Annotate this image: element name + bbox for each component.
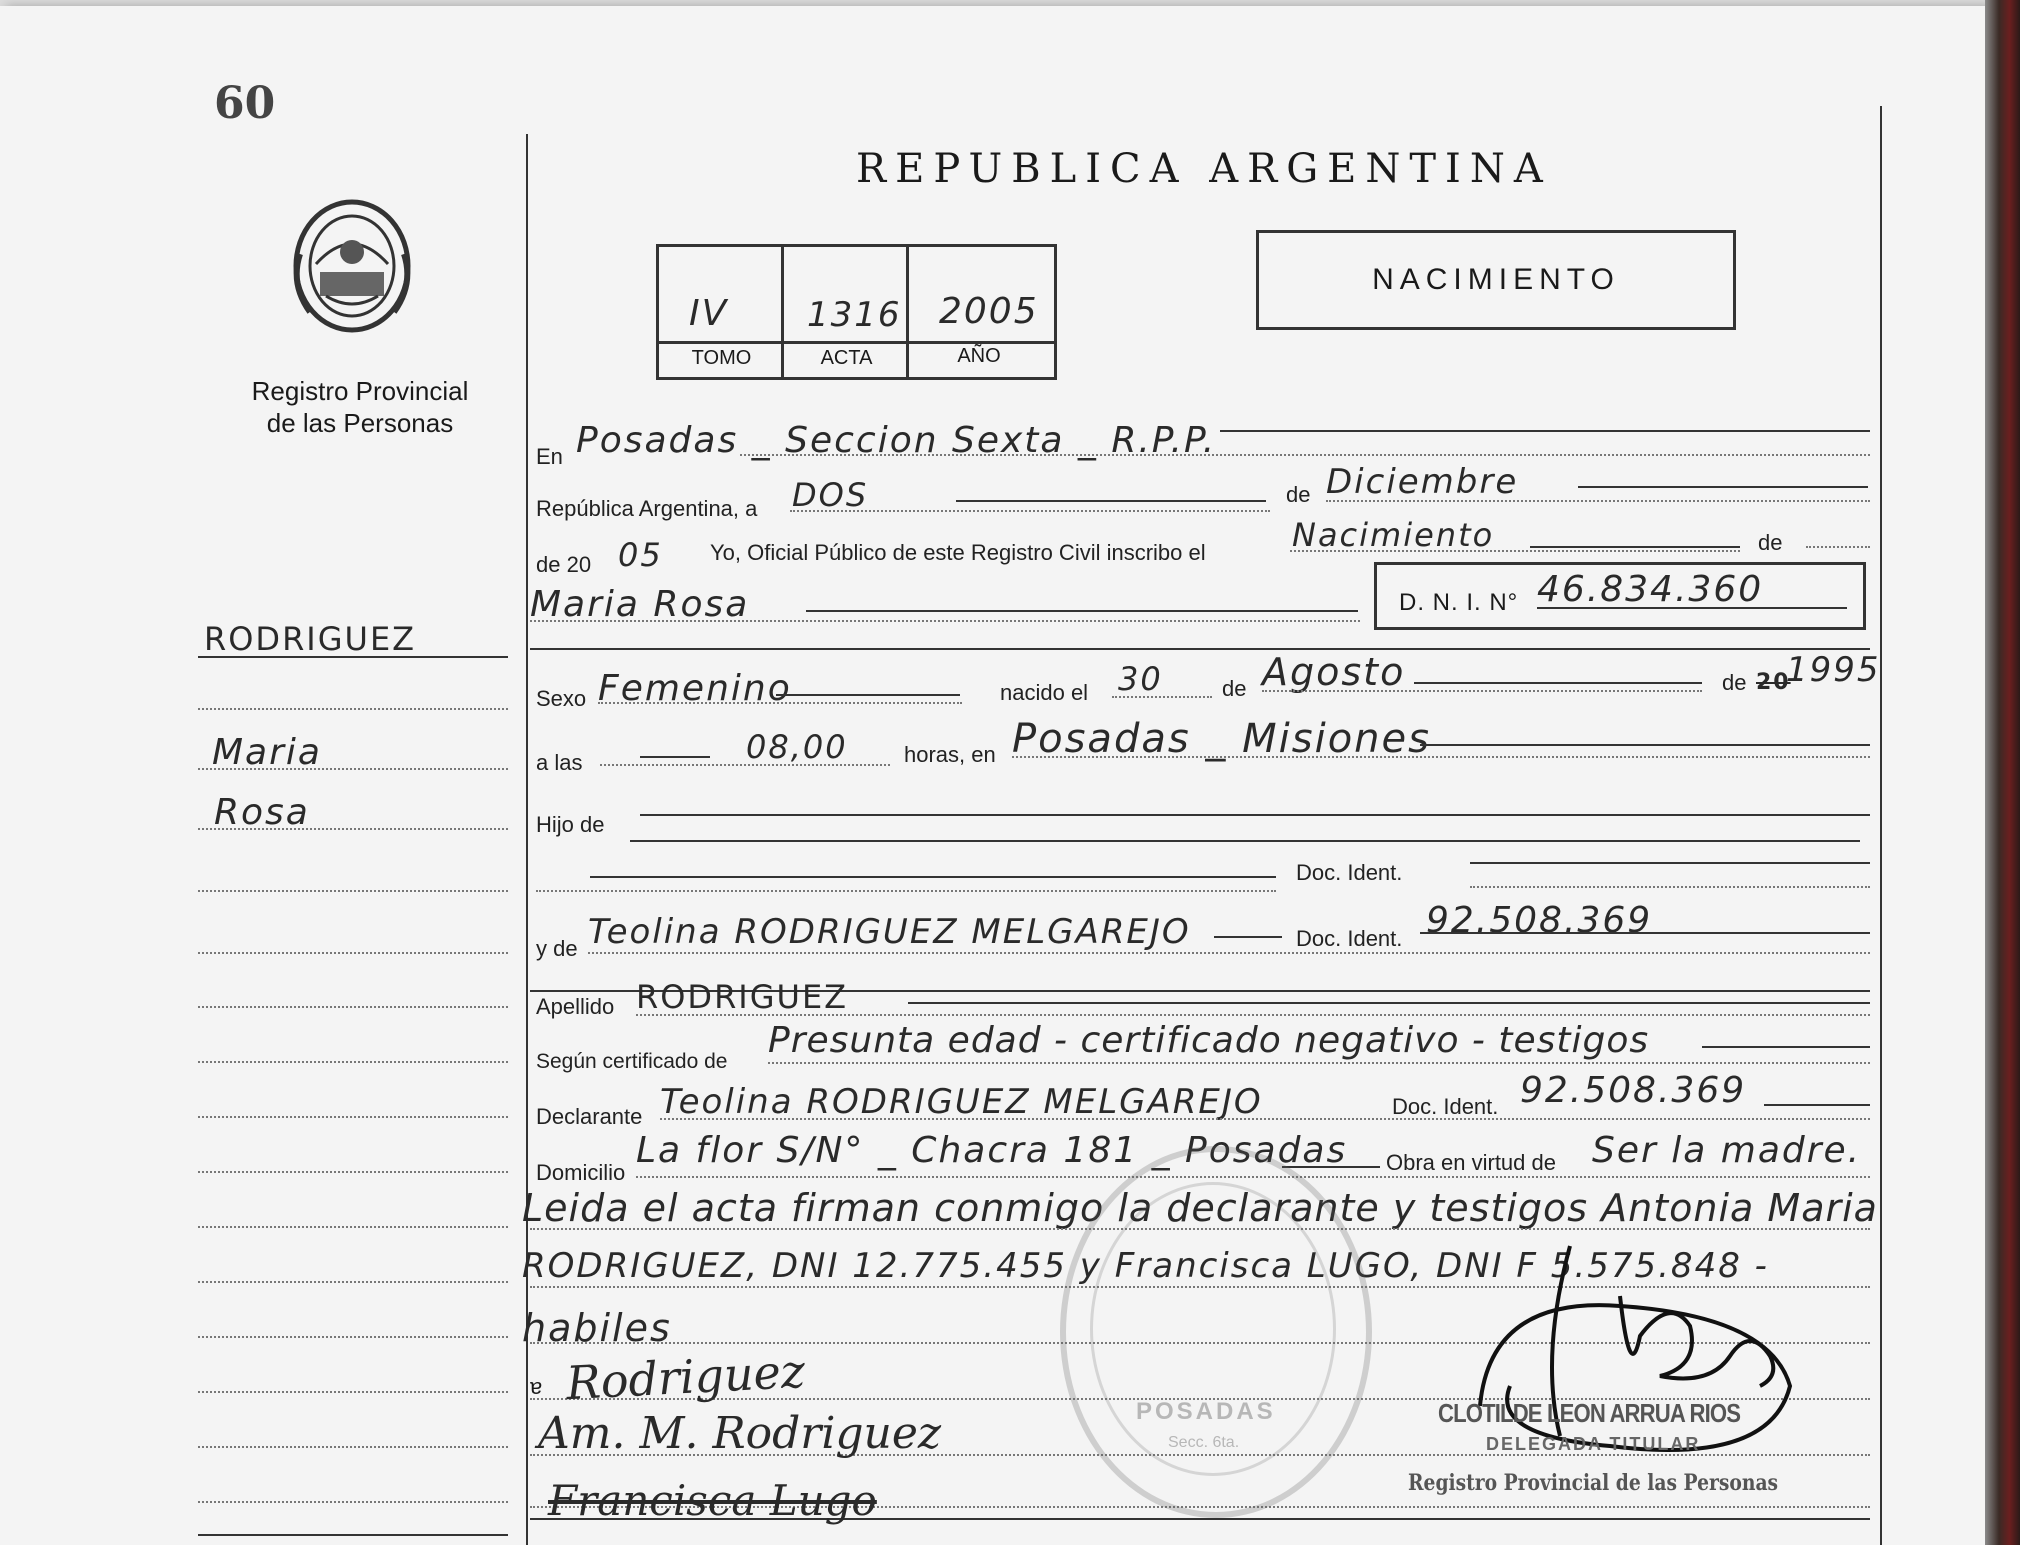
value-madre: Teolina RODRIGUEZ MELGAREJO [588,912,1191,952]
page-number: 60 [214,78,276,129]
label-docident1: Doc. Ident. [1296,860,1403,885]
official-title: DELEGADA TITULAR [1486,1434,1701,1454]
label-horas: horas, en [904,742,996,767]
provincial-seal-icon [286,194,418,344]
label-domicilio: Domicilio [536,1160,626,1185]
signature-3: Francisca Lugo [548,1476,877,1525]
signature-1: Rodriguez [564,1343,807,1411]
margin-name2: Rosa [214,792,310,833]
value-anio-prefix: 20 [1756,670,1791,695]
register-page: 60 Registro Provincial de las Personas REPUBLICA ARGENTINA IV 1316 2005 TOMO ACTA AÑO NACIMIENTO RODRIGUEZ Maria Rosa En Posadas _ Seccion Sexta _ R.P.P. República Argentina, a DOS de Diciembre de 20 05 Yo, Oficial Público de este Registro Civil inscribo el Nacimiento de Maria Rosa D. N. I. N° 46.834.360 Sexo Femenino nacido el 30 de Agosto de 20 1995 a las 08,00 horas, en Posadas _ Misiones Hijo de Doc. Ident. y de Teolina RODRIGUEZ MELGAREJO Doc. Ident. 92.508.369 Apellido RODRIGUEZ Según certificado de Presunta edad - certificado negativo - testigos Declarante Teolina RODRIGUEZ MELGAREJO Doc. Ident. 92.508.369 Domicilio La flor S/N° _ Chacra 181 _ Posadas Obra en virtud de Ser la madre. Leida el acta firman conmigo la declarante y testigos Antonia Maria RODRIGUEZ, DNI 12.775.455 y Francisca LUGO, DNI F 5.575.848 - habiles POSADAS Secc. 6ta. Rodriguez ɐ Am. M. Rodriguez Francisca Lugo CLOTILDE LEON ARRUA RIOS DELEGADA TITULAR Registro Provincial de las Personas [0,6,1985,1545]
value-acto: Nacimiento [1292,516,1495,554]
label-docident2: Doc. Ident. [1296,926,1403,951]
value-mes: Diciembre [1326,462,1519,502]
registry-name-line2: de las Personas [266,408,454,438]
stamp-sub: Secc. 6ta. [1168,1434,1240,1451]
value-madre-doc: 92.508.369 [1426,900,1653,941]
official-org: Registro Provincial de las Personas [1408,1470,1779,1496]
label-docident3: Doc. Ident. [1392,1094,1499,1119]
label-de20: de 20 [536,552,592,577]
record-type-box [1256,230,1736,330]
margin-name1: Maria [212,732,322,773]
label-yo: Yo, Oficial Público de este Registro Civil inscribo el [710,540,1206,565]
value-anio-nac: 1995 [1786,650,1881,690]
label-obra: Obra en virtud de [1386,1150,1556,1175]
tomo-label: TOMO [691,347,752,369]
acta-value: 1316 [807,295,902,335]
value-dia: DOS [792,476,869,514]
value-anio-inscr: 05 [618,536,663,574]
right-frame-line [1880,106,1882,1545]
value-lugar-nac: Posadas _ Misiones [1012,716,1431,762]
stamp-city: POSADAS [1136,1398,1276,1425]
label-de2: de [1222,676,1247,701]
text-line-3: habiles [522,1306,672,1350]
label-hijo: Hijo de [536,812,605,837]
margin-surname: RODRIGUEZ [204,620,417,658]
value-domicilio: La flor S/N° _ Chacra 181 _ Posadas [636,1130,1348,1171]
label-declarante: Declarante [536,1104,643,1129]
dni-box [1374,562,1866,630]
anio-value: 2005 [939,291,1039,332]
text-line-2: RODRIGUEZ, DNI 12.775.455 y Francisca LUGO, DNI F 5.575.848 - [522,1246,1769,1286]
value-lugar: Posadas _ Seccion Sexta _ R.P.P. [576,420,1217,461]
value-sexo: Femenino [598,668,792,709]
country-title: REPUBLICA ARGENTINA [856,146,1552,192]
label-sexo: Sexo [536,686,587,711]
label-en: En [536,444,563,469]
book-spine [1985,0,2020,1545]
value-nombre: Maria Rosa [530,584,750,625]
label-dni: D. N. I. N° [1399,589,1519,616]
label-de-acto: de [1758,530,1783,555]
label-segun: Según certificado de [536,1050,728,1073]
record-type: NACIMIENTO [1372,263,1620,296]
label-de: de [1286,482,1311,507]
value-obra: Ser la madre. [1592,1130,1862,1171]
value-apellido: RODRIGUEZ [636,978,849,1016]
value-mes-nac: Agosto [1262,650,1406,694]
official-stamp [1060,1146,1372,1518]
label-nacido: nacido el [1000,680,1089,705]
label-yde: y de [536,936,578,961]
value-declarante-doc: 92.508.369 [1520,1070,1747,1111]
value-dni: 46.834.360 [1537,569,1764,610]
anio-label: AÑO [957,345,1001,367]
label-de3: de [1722,670,1747,695]
acta-box [656,244,1057,380]
label-republica: República Argentina, a [536,496,758,521]
value-hora: 08,00 [746,728,848,766]
acta-label: ACTA [820,347,873,369]
value-declarante: Teolina RODRIGUEZ MELGAREJO [660,1082,1263,1122]
registry-name-line1: Registro Provincial [251,376,469,406]
text-line-1: Leida el acta firman conmigo la declarante y testigos Antonia Maria [522,1186,1878,1230]
official-name: CLOTILDE LEON ARRUA RIOS [1438,1398,1741,1428]
label-alas: a las [536,750,583,775]
label-apellido: Apellido [536,994,615,1019]
tomo-value: IV [689,293,729,334]
value-certificado: Presunta edad - certificado negativo - testigos [768,1020,1650,1061]
value-dia-nac: 30 [1118,660,1163,698]
signature-2: Am. M. Rodriguez [538,1408,942,1459]
